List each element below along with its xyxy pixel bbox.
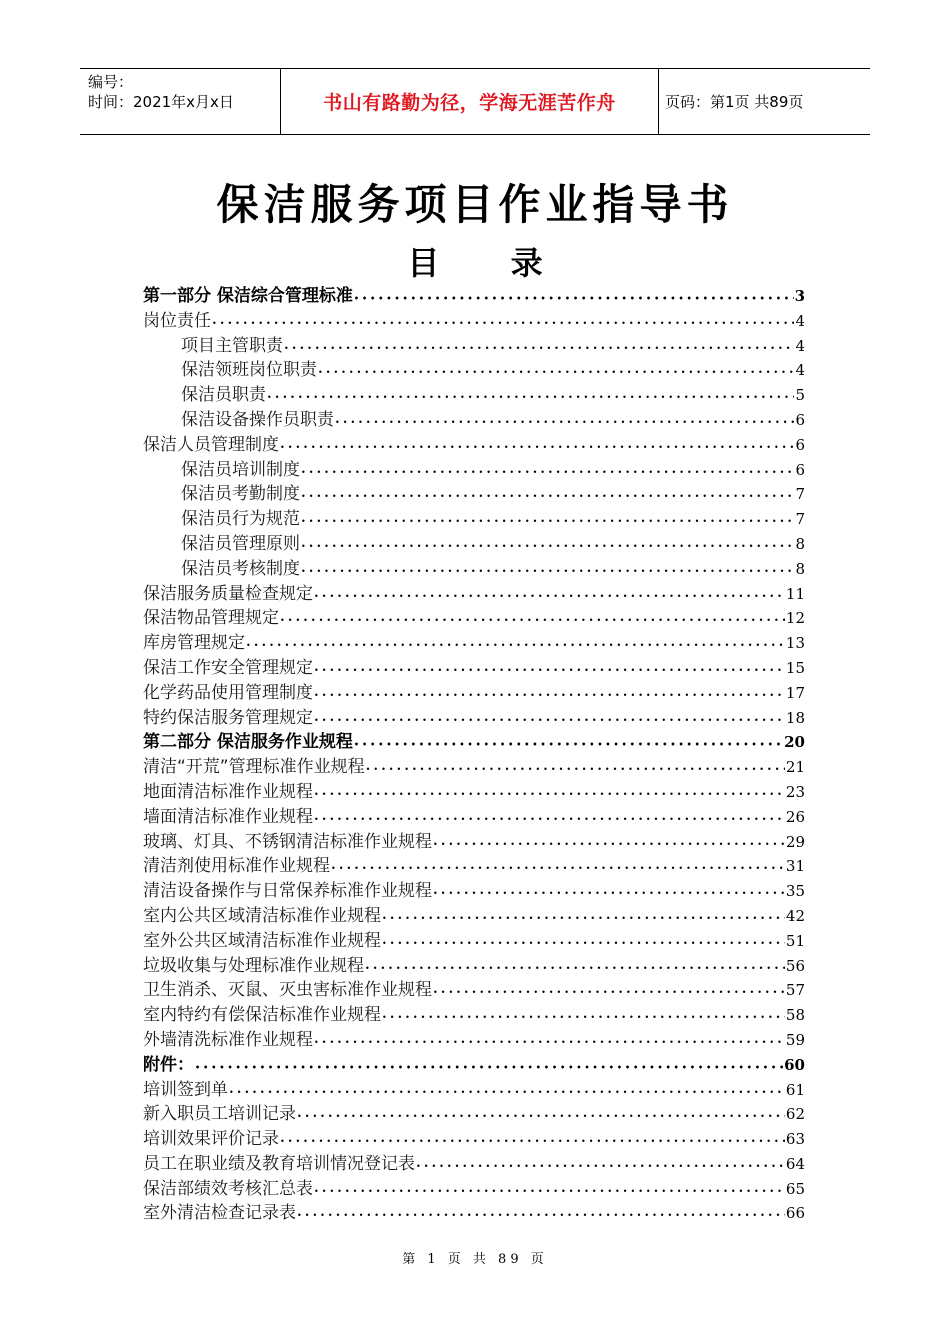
toc-entry[interactable] (143, 730, 805, 755)
toc-entry[interactable] (143, 482, 805, 507)
toc-dot-leader (331, 855, 785, 882)
toc-entry-page: 5 (795, 386, 805, 405)
toc-entry-page: 35 (785, 882, 805, 901)
table-of-contents (143, 284, 805, 1226)
toc-entry[interactable] (143, 879, 805, 904)
header-motto: 书山有路勤为径，学海无涯苦作舟 (281, 69, 659, 134)
toc-entry-title: 保洁工作安全管理规定 (143, 657, 313, 678)
toc-entry[interactable] (143, 755, 805, 780)
toc-entry[interactable] (143, 358, 805, 383)
toc-entry[interactable] (143, 383, 805, 408)
toc-entry-page: 31 (785, 857, 805, 876)
toc-entry[interactable] (143, 1028, 805, 1053)
toc-dot-leader (335, 409, 794, 436)
toc-dot-leader (314, 1178, 785, 1205)
toc-entry-page: 66 (785, 1204, 805, 1223)
toc-entry-page: 11 (785, 584, 805, 603)
toc-entry[interactable] (143, 954, 805, 979)
toc-entry[interactable] (143, 681, 805, 706)
toc-entry-page: 23 (785, 782, 805, 801)
toc-entry-page: 59 (785, 1030, 805, 1049)
toc-dot-leader (354, 285, 794, 311)
toc-entry-page: 56 (785, 956, 805, 975)
toc-dot-leader (297, 1202, 785, 1229)
toc-heading: 目 录 (407, 244, 573, 282)
toc-entry-page: 15 (785, 658, 805, 677)
toc-entry-title: 室内特约有偿保洁标准作业规程 (143, 1005, 381, 1026)
toc-entry-page: 65 (785, 1179, 805, 1198)
toc-entry-page: 62 (785, 1105, 805, 1124)
toc-dot-leader (301, 558, 794, 585)
toc-entry-title: 清洁设备操作与日常保养标准作业规程 (143, 881, 432, 902)
toc-entry[interactable] (143, 1152, 805, 1177)
toc-entry-page: 60 (784, 1055, 805, 1074)
toc-entry[interactable] (143, 631, 805, 656)
toc-entry-page: 29 (785, 832, 805, 851)
toc-entry-title: 第一部分 保洁综合管理标准 (143, 286, 353, 306)
toc-entry-title: 保洁员行为规范 (181, 509, 300, 530)
toc-dot-leader (433, 880, 785, 907)
toc-entry-title: 保洁领班岗位职责 (181, 360, 317, 381)
toc-dot-leader (314, 707, 785, 734)
toc-dot-leader (301, 483, 794, 510)
toc-entry-title: 清洁剂使用标准作业规程 (143, 856, 330, 877)
toc-entry-page: 13 (785, 634, 805, 653)
toc-entry-page: 18 (785, 708, 805, 727)
toc-entry[interactable] (143, 334, 805, 359)
toc-entry[interactable] (143, 805, 805, 830)
toc-entry-page: 63 (785, 1130, 805, 1149)
header-page-info: 页码：第1页 共89页 (665, 93, 804, 111)
header-time-label: 时间：2021年x月x日 (88, 93, 234, 111)
toc-entry-title: 保洁员职责 (181, 385, 266, 406)
toc-dot-leader (246, 632, 785, 659)
toc-entry-page: 7 (795, 485, 805, 504)
toc-entry-page: 64 (785, 1154, 805, 1173)
toc-entry[interactable] (143, 830, 805, 855)
toc-dot-leader (301, 459, 794, 486)
toc-entry-page: 6 (795, 460, 805, 479)
page-footer: 第 1 页 共 89 页 (402, 1252, 548, 1267)
toc-dot-leader (433, 831, 785, 858)
toc-entry-title: 第二部分 保洁服务作业规程 (143, 732, 353, 753)
toc-entry-title: 保洁物品管理规定 (143, 608, 279, 629)
toc-dot-leader (433, 979, 785, 1006)
toc-entry-page: 3 (794, 287, 805, 305)
toc-entry-title: 保洁员培训制度 (181, 459, 300, 480)
toc-entry-page: 6 (795, 410, 805, 429)
toc-entry-page: 58 (785, 1006, 805, 1025)
toc-dot-leader (280, 434, 794, 461)
toc-entry-page: 4 (795, 311, 805, 330)
toc-dot-leader (229, 1079, 785, 1106)
toc-entry[interactable] (143, 1078, 805, 1103)
toc-dot-leader (318, 359, 794, 386)
toc-entry-title: 地面清洁标准作业规程 (143, 781, 313, 802)
toc-entry-title: 卫生消杀、灭鼠、灭虫害标准作业规程 (143, 980, 432, 1001)
toc-entry-title: 清洁“开荒”管理标准作业规程 (143, 757, 365, 778)
toc-entry-title: 员工在职业绩及教育培训情况登记表 (143, 1153, 415, 1174)
toc-dot-leader (301, 508, 794, 535)
toc-entry[interactable] (143, 557, 805, 582)
toc-entry[interactable] (143, 656, 805, 681)
toc-entry-title: 培训签到单 (143, 1079, 228, 1100)
toc-dot-leader (314, 657, 785, 684)
toc-dot-leader (366, 756, 785, 783)
toc-entry-page: 61 (785, 1080, 805, 1099)
toc-dot-leader (297, 1103, 785, 1130)
toc-entry-page: 6 (795, 435, 805, 454)
toc-dot-leader (354, 731, 783, 757)
toc-entry-title: 保洁员考勤制度 (181, 484, 300, 505)
toc-entry-title: 室外清洁检查记录表 (143, 1203, 296, 1224)
toc-entry[interactable] (143, 1102, 805, 1127)
toc-dot-leader (314, 583, 785, 610)
toc-entry-title: 保洁服务质量检查规定 (143, 583, 313, 604)
toc-dot-leader (212, 310, 794, 337)
toc-entry-title: 保洁部绩效考核汇总表 (143, 1178, 313, 1199)
toc-dot-leader (382, 905, 785, 932)
toc-entry[interactable] (143, 582, 805, 607)
toc-entry-title: 墙面清洁标准作业规程 (143, 806, 313, 827)
toc-entry[interactable] (143, 408, 805, 433)
toc-entry-title: 保洁人员管理制度 (143, 434, 279, 455)
toc-entry-page: 57 (785, 981, 805, 1000)
toc-entry-title: 保洁员管理原则 (181, 533, 300, 554)
toc-entry-page: 20 (784, 733, 805, 752)
toc-entry-page: 4 (795, 361, 805, 380)
toc-entry-page: 26 (785, 807, 805, 826)
toc-entry-title: 岗位责任 (143, 310, 211, 331)
toc-entry[interactable] (143, 606, 805, 631)
toc-entry-page: 8 (795, 559, 805, 578)
toc-dot-leader (365, 955, 785, 982)
toc-entry-page: 7 (795, 510, 805, 529)
header-number-label: 编号： (88, 73, 134, 91)
toc-dot-leader (280, 1128, 785, 1155)
toc-entry[interactable] (143, 433, 805, 458)
toc-dot-leader (382, 1004, 785, 1031)
toc-dot-leader (382, 930, 785, 957)
toc-entry-title: 室外公共区域清洁标准作业规程 (143, 930, 381, 951)
toc-entry[interactable] (143, 1177, 805, 1202)
toc-dot-leader (416, 1153, 785, 1180)
toc-entry-title: 玻璃、灯具、不锈钢清洁标准作业规程 (143, 831, 432, 852)
toc-entry-title: 培训效果评价记录 (143, 1129, 279, 1150)
toc-entry-page: 17 (785, 683, 805, 702)
toc-dot-leader (267, 384, 794, 411)
toc-entry-page: 51 (785, 931, 805, 950)
toc-entry-title: 库房管理规定 (143, 633, 245, 654)
toc-dot-leader (301, 533, 794, 560)
document-title: 保洁服务项目作业指导书 (216, 180, 734, 229)
toc-entry-title: 新入职员工培训记录 (143, 1104, 296, 1125)
toc-dot-leader (314, 781, 785, 808)
toc-entry-page: 42 (785, 906, 805, 925)
toc-entry[interactable] (143, 1127, 805, 1152)
toc-entry[interactable] (143, 780, 805, 805)
toc-entry-title: 垃圾收集与处理标准作业规程 (143, 955, 364, 976)
toc-entry[interactable] (143, 1003, 805, 1028)
toc-entry-page: 4 (795, 336, 805, 355)
toc-entry[interactable] (143, 1201, 805, 1226)
toc-dot-leader (314, 1029, 785, 1056)
toc-entry[interactable] (143, 978, 805, 1003)
toc-entry[interactable] (143, 854, 805, 879)
header-meta (80, 69, 281, 134)
toc-entry[interactable] (143, 706, 805, 731)
toc-entry-title: 项目主管职责 (181, 335, 283, 356)
toc-entry[interactable] (143, 904, 805, 929)
toc-entry-page: 12 (785, 609, 805, 628)
toc-entry-page: 21 (785, 758, 805, 777)
toc-entry-title: 室内公共区域清洁标准作业规程 (143, 905, 381, 926)
toc-entry[interactable] (143, 507, 805, 532)
toc-dot-leader (314, 806, 785, 833)
toc-entry-title: 保洁设备操作员职责 (181, 409, 334, 430)
toc-dot-leader (284, 335, 794, 362)
toc-entry-title: 化学药品使用管理制度 (143, 682, 313, 703)
toc-entry[interactable] (143, 929, 805, 954)
toc-entry-title: 外墙清洗标准作业规程 (143, 1029, 313, 1050)
toc-entry[interactable] (143, 1053, 805, 1078)
toc-entry[interactable] (143, 532, 805, 557)
toc-dot-leader (280, 607, 785, 634)
toc-dot-leader (195, 1054, 783, 1080)
toc-entry[interactable] (143, 309, 805, 334)
toc-entry-title: 特约保洁服务管理规定 (143, 707, 313, 728)
toc-entry-title: 附件： (143, 1054, 194, 1075)
toc-entry-title: 保洁员考核制度 (181, 558, 300, 579)
page-header (80, 68, 870, 135)
toc-entry[interactable] (143, 458, 805, 483)
toc-entry[interactable] (143, 284, 805, 309)
toc-entry-page: 8 (795, 534, 805, 553)
toc-dot-leader (314, 682, 785, 709)
